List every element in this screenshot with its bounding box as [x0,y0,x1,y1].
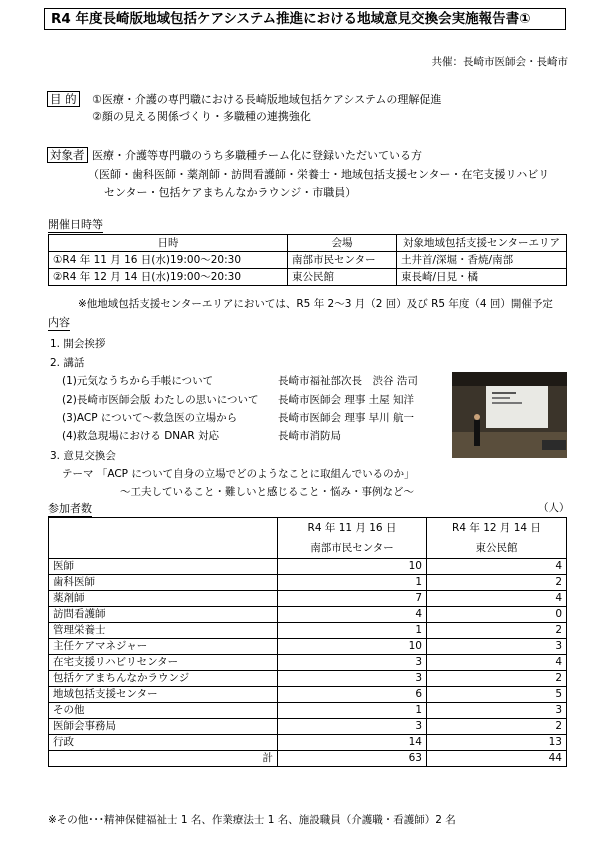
lecture-scene-image [452,372,567,458]
talk-speaker: 長崎市消防局 [278,430,341,442]
table-row [49,575,567,591]
row-value: 4 [278,607,427,623]
row-label: 行政 [49,735,278,751]
discussion-subtheme: ～工夫していること・難しいと感じること・悩み・事例など～ [120,486,414,498]
schedule-row: ②R4 年 12 月 14 日(水)19:00～20:30 東公民館 東長崎/日見・橘 [49,269,567,286]
content-item-3: 3. 意見交換会 [50,450,116,462]
target-line-3: センター・包括ケアまちんなかラウンジ・市職員） [104,186,357,199]
table-row [49,559,567,575]
row-label: 歯科医師 [49,575,278,591]
table-row [49,687,567,703]
purpose-item-2: ②顔の見える関係づくり・多職種の連携強化 [92,110,311,123]
row-label: 医師会事務局 [49,719,278,735]
target-label: 対象者 [47,147,88,163]
total-label: 計 [49,751,278,767]
table-row [49,623,567,639]
schedule-header-area: 対象地域包括支援センターエリア [397,235,567,252]
talk-speaker: 長崎市福祉部次長 渋谷 浩司 [278,375,418,387]
row-value: 4 [427,655,567,671]
table-row [49,655,567,671]
talk-topic: (2)長崎市医師会版 わたしの思いについて [62,394,259,406]
target-line-2: （医師・歯科医師・薬剤師・訪問看護師・栄養士・地域包括支援センター・在宅支援リハビリ [88,168,550,181]
content-item-1: 1. 開会挨拶 [50,338,106,350]
table-row [49,719,567,735]
content-label: 内容 [48,316,70,329]
row-value: 0 [427,607,567,623]
purpose-item-1: ①医療・介護の専門職における長崎版地域包括ケアシステムの理解促進 [92,93,442,106]
schedule-table [48,234,567,286]
schedule-label: 開催日時等 [48,218,103,231]
participants-note: ※その他･･･精神保健福祉士 1 名、作業療法士 1 名、施設職員（介護職・看護師）2 名 [48,814,456,826]
purpose-label: 目 的 [47,91,80,107]
row-value: 3 [278,719,427,735]
talk-speaker: 長崎市医師会 理事 早川 航一 [278,412,415,424]
row-value: 7 [278,591,427,607]
table-row [49,671,567,687]
table-row [49,639,567,655]
table-row [49,703,567,719]
row-label: 包括ケアまちんなかラウンジ [49,671,278,687]
target-line-1: 医療・介護等専門職のうち多職種チーム化に登録いただいている方 [92,149,422,162]
row-value: 10 [278,639,427,655]
row-label: 主任ケアマネジャー [49,639,278,655]
unit-label: （人） [538,502,570,514]
schedule-note: ※他地域包括支援センターエリアにおいては、R5 年 2～3 月（2 回）及び R5 年度（4 回）開催予定 [78,298,553,310]
row-value: 1 [278,623,427,639]
talk-speaker: 長崎市医師会 理事 土屋 知洋 [278,394,415,406]
participants-label: 参加者数 [48,502,92,515]
row-value: 3 [278,671,427,687]
row-value: 2 [427,671,567,687]
talk-topic: (4)救急現場における DNAR 対応 [62,430,219,442]
col2-venue: 東公民館 [427,538,567,559]
row-value: 13 [427,735,567,751]
row-value: 2 [427,719,567,735]
row-value: 3 [427,703,567,719]
row-value: 3 [427,639,567,655]
row-value: 2 [427,623,567,639]
row-label: 訪問看護師 [49,607,278,623]
talk-topic: (1)元気なうちから手帳について [62,375,214,387]
row-value: 1 [278,575,427,591]
row-value: 1 [278,703,427,719]
organizer: 共催：長崎市医師会・長崎市 [431,56,568,68]
col2-date: R4 年 12 月 14 日 [427,518,567,539]
row-label: 薬剤師 [49,591,278,607]
schedule-header-date: 日時 [49,235,288,252]
event-photo [452,372,567,458]
row-label: 医師 [49,559,278,575]
table-row [49,591,567,607]
row-label: 地域包括支援センター [49,687,278,703]
total-row [49,751,567,767]
talk-topic: (3)ACP について～救急医の立場から [62,412,238,424]
schedule-row: ①R4 年 11 月 16 日(水)19:00～20:30 南部市民センター 土井首/深堀・香焼/南部 [49,252,567,269]
row-value: 3 [278,655,427,671]
row-value: 4 [427,559,567,575]
table-row [49,735,567,751]
participants-table [48,517,567,767]
row-value: 14 [278,735,427,751]
schedule-header-venue: 会場 [288,235,397,252]
row-label: 在宅支援リハビリセンター [49,655,278,671]
discussion-theme: テーマ 「ACP について自身の立場でどのようなことに取組んでいるのか」 [62,468,415,480]
row-value: 6 [278,687,427,703]
row-value: 2 [427,575,567,591]
col1-date: R4 年 11 月 16 日 [278,518,427,539]
table-row [49,607,567,623]
row-label: その他 [49,703,278,719]
participants-rows [49,559,567,751]
row-value: 10 [278,559,427,575]
row-value: 4 [427,591,567,607]
content-item-2: 2. 講話 [50,357,85,369]
report-title: R4 年度長崎版地域包括ケアシステム推進における地域意見交換会実施報告書① [44,8,566,30]
row-value: 5 [427,687,567,703]
total-v2: 44 [427,751,567,767]
col1-venue: 南部市民センター [278,538,427,559]
total-v1: 63 [278,751,427,767]
row-label: 管理栄養士 [49,623,278,639]
